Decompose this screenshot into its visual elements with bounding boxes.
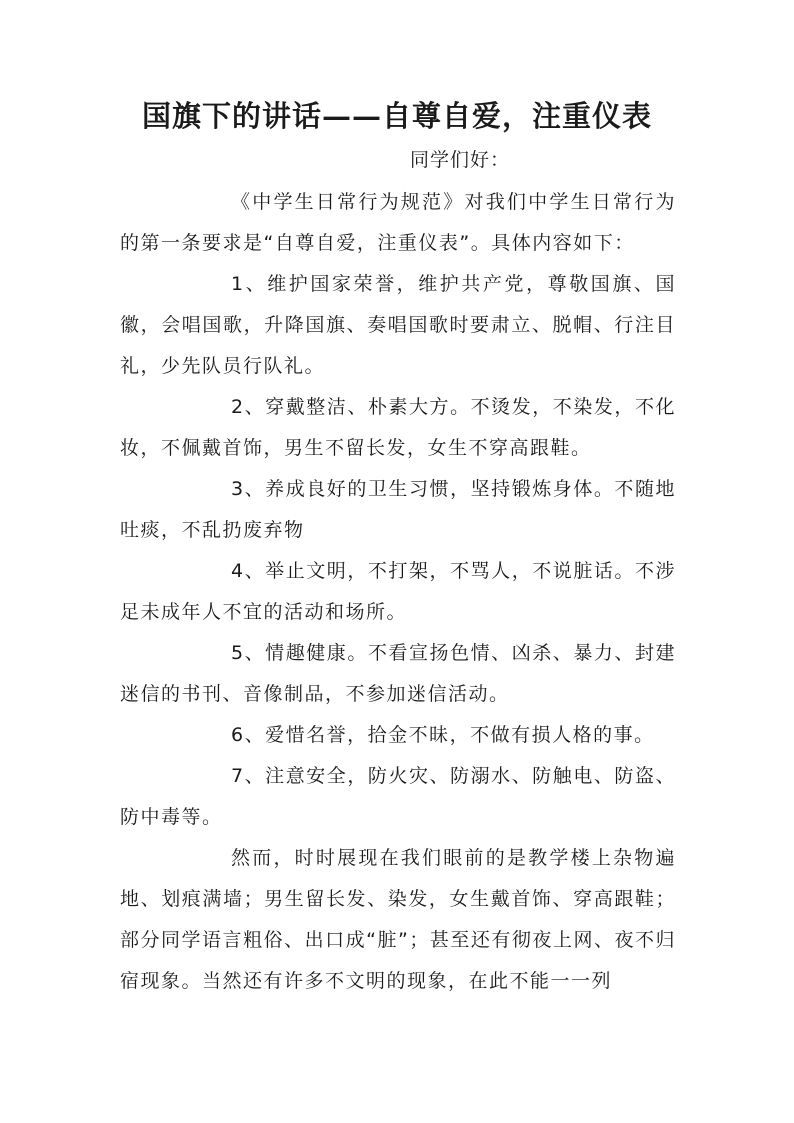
- paragraph-rule-2: 2、穿戴整洁、朴素大方。不烫发，不染发，不化妆，不佩戴首饰，男生不留长发，女生不穿高跟鞋。: [120, 396, 676, 459]
- paragraph-rule-3: 3、养成良好的卫生习惯，坚持锻炼身体。不随地吐痰，不乱扔废弃物: [120, 478, 676, 541]
- paragraph-rule-1: 1、维护国家荣誉，维护共产党，尊敬国旗、国徽，会唱国歌，升降国旗、奏唱国歌时要肃立、脱帽、行注目礼，少先队员行队礼。: [120, 273, 676, 377]
- document-title: 国旗下的讲话——自尊自爱，注重仪表: [141, 99, 652, 133]
- paragraph-rule-4: 4、举止文明，不打架，不骂人，不说脏话。不涉足未成年人不宜的活动和场所。: [120, 560, 676, 623]
- document-body: [120, 182, 676, 1002]
- paragraph-observation: 然而，时时展现在我们眼前的是教学楼上杂物遍地、划痕满墙；男生留长发、染发，女生戴首饰、穿高跟鞋；部分同学语言粗俗、出口成“脏”；甚至还有彻夜上网、夜不归宿现象。当然还有许多不文明的现象，在此不能一一列: [120, 847, 676, 992]
- paragraph-intro: 《中学生日常行为规范》对我们中学生日常行为的第一条要求是“自尊自爱，注重仪表”。具体内容如下：: [120, 191, 676, 254]
- paragraph-rule-6: 6、爱惜名誉，拾金不昧，不做有损人格的事。: [231, 724, 655, 746]
- paragraph-rule-7: 7、注意安全，防火灾、防溺水、防触电、防盗、防中毒等。: [120, 765, 676, 828]
- paragraph-rule-5: 5、情趣健康。不看宣扬色情、凶杀、暴力、封建迷信的书刊、音像制品，不参加迷信活动。: [120, 642, 676, 705]
- greeting: 同学们好：: [410, 149, 511, 171]
